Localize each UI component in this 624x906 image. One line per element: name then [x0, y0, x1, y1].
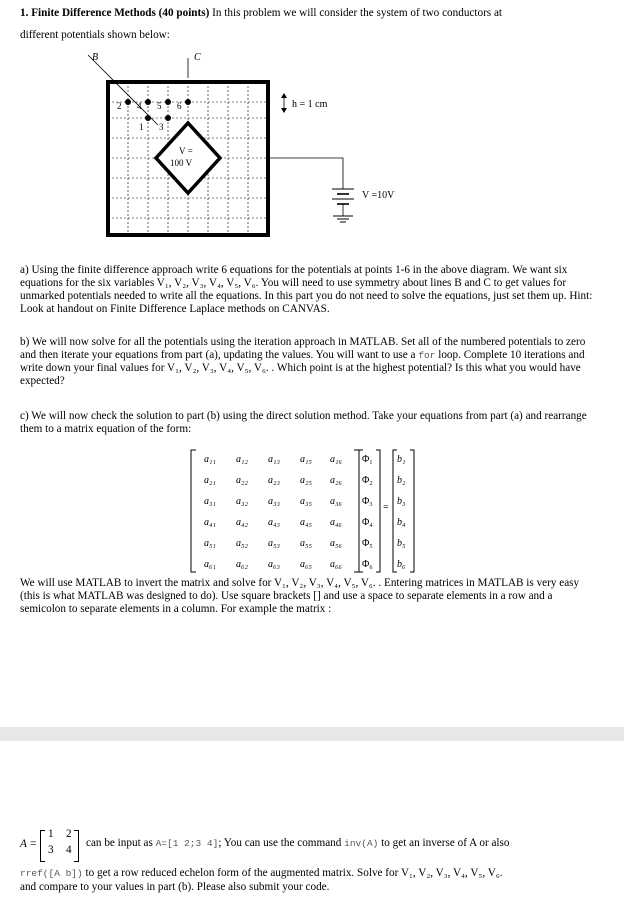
part-c-text: c) We will now check the solution to part (b) using the direct solution method. Take your equations from part (a) and rearrange them to a matrix equation of the form:	[20, 410, 587, 435]
equals-sign: =	[383, 502, 389, 513]
part-a-text: a) Using the finite difference approach write 6 equations for the potentials at points 1-6 in the above diagram. We want six equations for the six variables V₁, V₂, V₃, V₄, V₅, V₆. You will need to use symmetry about lines B and C to get values for unmarked potentials needed to write all the equations. In this part you do not need to solve the equations, just set them up. Hint: Look at handout on Finite Difference Laplace methods on CANVAS.	[20, 264, 593, 315]
matrix-coefficient: a₆₅	[300, 559, 312, 570]
phi-entry: Φ₁	[362, 454, 373, 465]
matrix-coefficient: a₅₆	[330, 538, 342, 549]
matrix-coefficient: a₄₂	[236, 517, 248, 528]
matrix-a-22: 4	[66, 844, 72, 856]
point-label-4: 4	[137, 101, 142, 111]
example-text-line1	[86, 837, 510, 850]
b-entry: b₁	[397, 454, 406, 465]
example-text-4: to get a row reduced echelon form of the augmented matrix. Solve for V₁, V₂, V₃, V₄, V₅, V₆.	[85, 867, 503, 879]
problem-title: 1. Finite Difference Methods (40 points)	[20, 7, 210, 19]
code-inv: inv(A)	[344, 838, 379, 849]
battery-symbol	[332, 189, 354, 222]
example-text-3: to get an inverse of A or also	[381, 837, 510, 849]
code-for: for	[418, 350, 436, 361]
example-line-2	[20, 867, 610, 880]
matrix-coefficient: a₂₆	[330, 475, 342, 486]
label-b: B	[92, 52, 99, 63]
matrix-coefficient: a₃₅	[300, 496, 312, 507]
matrix-coefficient: a₂₁	[204, 475, 216, 486]
matrix-coefficient: a₅₃	[268, 538, 280, 549]
matrix-coefficient: a₄₅	[300, 517, 312, 528]
matrix-coefficient: a₄₃	[268, 517, 280, 528]
code-matrix-input: A=[1 2;3 4]	[155, 838, 219, 849]
b-entry: b₅	[397, 538, 406, 549]
point-label-5: 5	[157, 101, 162, 111]
inner-voltage-value: 100 V	[170, 158, 193, 168]
example-text-2: ; You can use the command	[218, 837, 342, 849]
problem-intro-line2: different potentials shown below:	[20, 29, 170, 41]
part-c-text-after: We will use MATLAB to invert the matrix and solve for V₁, V₂, V₃, V₄, V₅, V₆. . Entering matrices in MATLAB is very easy (this is what MATLAB was designed to do). Use square brackets [] and use a space to separate elements in a row and a semicolon to separate elements in a column. For example the matrix :	[20, 577, 580, 615]
phi-entry: Φ₄	[362, 517, 373, 528]
b-entry: b₄	[397, 517, 406, 528]
matrix-coefficient: a₁₅	[300, 454, 312, 465]
part-b-text-2: loop. Complete 10 iterations and write down your final values for V₁, V₂, V₃, V₄, V₅, V₆. . Which point is at the highest potential? Is this what you would have expected?	[20, 349, 585, 387]
problem-heading	[20, 7, 610, 20]
matrix-coefficient: a₆₃	[268, 559, 280, 570]
matrix-a-11: 1	[48, 828, 54, 840]
matrix-a-label: A =	[20, 838, 37, 850]
point-label-3: 3	[159, 122, 164, 132]
conductor-diagram	[0, 45, 624, 260]
matrix-a-right-bracket	[74, 830, 79, 862]
matrix-coefficient: a₃₃	[268, 496, 280, 507]
inner-voltage-label: V =	[179, 146, 193, 156]
phi-entry: Φ₆	[362, 559, 373, 570]
b-entry: b₃	[397, 496, 406, 507]
point-label-6: 6	[177, 101, 182, 111]
matrix-coefficient: a₂₂	[236, 475, 248, 486]
matrix-coefficient: a₁₂	[236, 454, 248, 465]
matrix-coefficient: a₄₆	[330, 517, 342, 528]
example-text-1: can be input as	[86, 837, 153, 849]
h-label: h = 1 cm	[292, 99, 328, 110]
matrix-coefficient: a₁₆	[330, 454, 342, 465]
matrix-coefficient: a₁₃	[268, 454, 280, 465]
matrix-coefficient: a₅₅	[300, 538, 312, 549]
point-label-1: 1	[139, 122, 144, 132]
point-label-2: 2	[117, 101, 122, 111]
battery-wire	[268, 158, 343, 189]
matrix-coefficient: a₃₆	[330, 496, 342, 507]
matrix-coefficient: a₆₆	[330, 559, 342, 570]
matrix-coefficient: a₅₁	[204, 538, 216, 549]
example-line-3: and compare to your values in part (b). Please also submit your code.	[20, 881, 330, 893]
symmetry-line-b	[88, 55, 158, 125]
b-entry: b₂	[397, 475, 406, 486]
phi-entry: Φ₅	[362, 538, 373, 549]
matrix-coefficient: a₆₂	[236, 559, 248, 570]
part-b-text	[20, 336, 600, 388]
matrix-a-left-bracket	[40, 830, 45, 862]
matrix-coefficient: a₁₁	[204, 454, 216, 465]
matrix-coefficient: a₃₂	[236, 496, 248, 507]
page-break	[0, 727, 624, 741]
matrix-coefficient: a₂₃	[268, 475, 280, 486]
code-rref: rref([A b])	[20, 868, 83, 879]
matrix-coefficient: a₅₂	[236, 538, 248, 549]
label-c: C	[194, 52, 201, 63]
part-b-text-1: b) We will now solve for all the potentials using the iteration approach in MATLAB. Set all of the numbered potentials to zero and then iterate your equations from part (a), updating the values. You will want to use a	[20, 336, 586, 361]
problem-intro: In this problem we will consider the system of two conductors at	[209, 7, 503, 19]
example-line-1	[20, 830, 610, 864]
b-entry: b₆	[397, 559, 406, 570]
matrix-coefficient: a₆₁	[204, 559, 216, 570]
matrix-coefficient: a₂₅	[300, 475, 312, 486]
matrix-a-12: 2	[66, 828, 72, 840]
outer-voltage-label: V =10V	[362, 190, 395, 201]
matrix-equation	[190, 448, 420, 574]
phi-entry: Φ₂	[362, 475, 373, 486]
matrix-a-21: 3	[48, 844, 54, 856]
matrix-coefficient: a₄₁	[204, 517, 216, 528]
phi-entry: Φ₃	[362, 496, 373, 507]
matrix-coefficient: a₃₁	[204, 496, 216, 507]
